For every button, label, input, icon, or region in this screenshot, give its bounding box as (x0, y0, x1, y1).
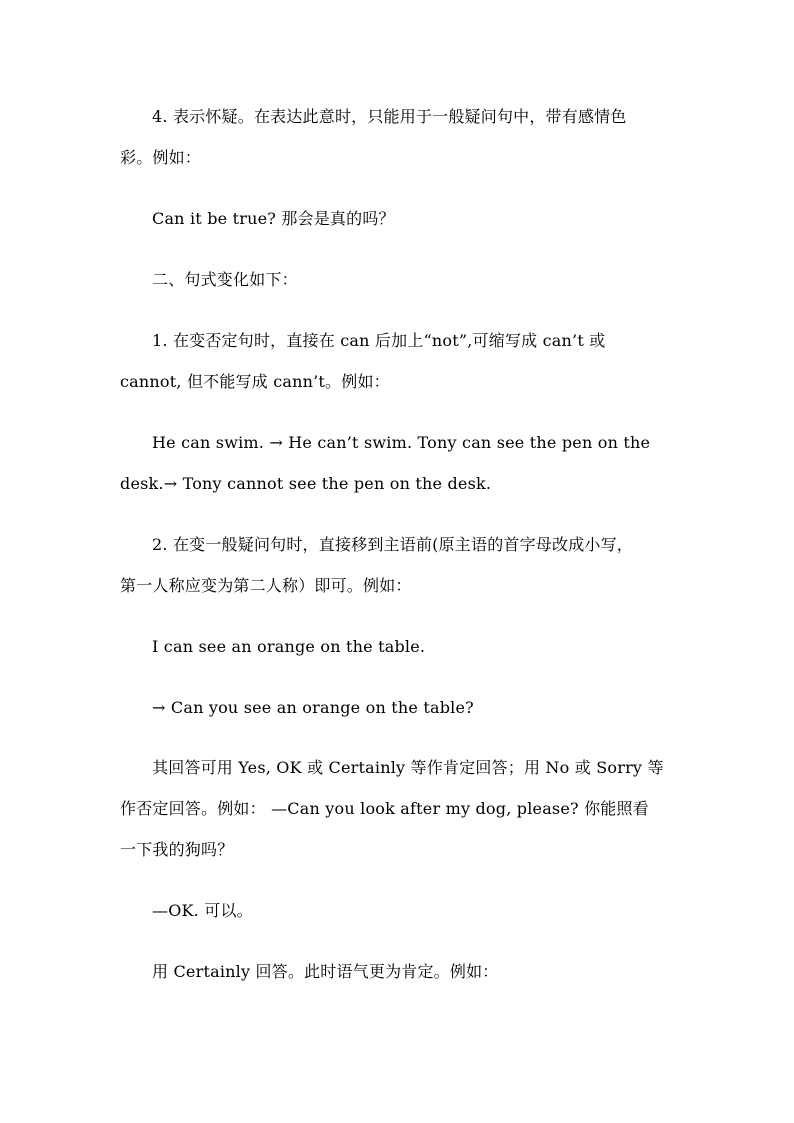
text-line: 2. 在变一般疑问句时，直接移到主语前(原主语的首字母改成小写， (152, 535, 633, 554)
paragraph-statement-example (120, 626, 676, 667)
text-line: 4. 表示怀疑。在表达此意时，只能用于一般疑问句中，带有感情色 (152, 107, 627, 126)
text-line: 第一人称应变为第二人称）即可。例如： (120, 576, 412, 595)
text-line: 一下我的狗吗？ (120, 840, 234, 859)
text-line: 二、句式变化如下： (152, 270, 298, 289)
text-line: —OK. 可以。 (152, 901, 253, 920)
text-line: 彩。例如： (120, 148, 202, 167)
paragraph-answers (120, 747, 676, 870)
paragraph-negative-example (120, 422, 676, 504)
text-line: I can see an orange on the table. (152, 637, 426, 656)
paragraph-example-true (120, 198, 676, 239)
section-heading (120, 259, 676, 300)
text-line: He can swim. → He can’t swim. Tony can see the pen on the (152, 433, 651, 452)
paragraph-ok-answer (120, 890, 676, 931)
text-line: Can it be true? 那会是真的吗？ (152, 209, 395, 228)
paragraph-question (120, 524, 676, 606)
text-line: 作否定回答。例如： —Can you look after my dog, please? 你能照看 (120, 799, 649, 818)
text-line: → Can you see an orange on the table? (152, 698, 474, 717)
paragraph-negative (120, 320, 676, 402)
paragraph-doubt (120, 96, 676, 178)
text-line: 其回答可用 Yes, OK 或 Certainly 等作肯定回答；用 No 或 Sorry 等 (152, 758, 664, 777)
paragraph-question-example (120, 687, 676, 728)
text-line: 1. 在变否定句时，直接在 can 后加上“not”,可缩写成 can’t 或 (152, 331, 606, 350)
text-line: cannot, 但不能写成 cann’t。例如： (120, 372, 390, 391)
text-line: 用 Certainly 回答。此时语气更为肯定。例如： (152, 962, 499, 981)
text-line: desk.→ Tony cannot see the pen on the desk. (120, 474, 492, 493)
paragraph-certainly (120, 951, 676, 992)
